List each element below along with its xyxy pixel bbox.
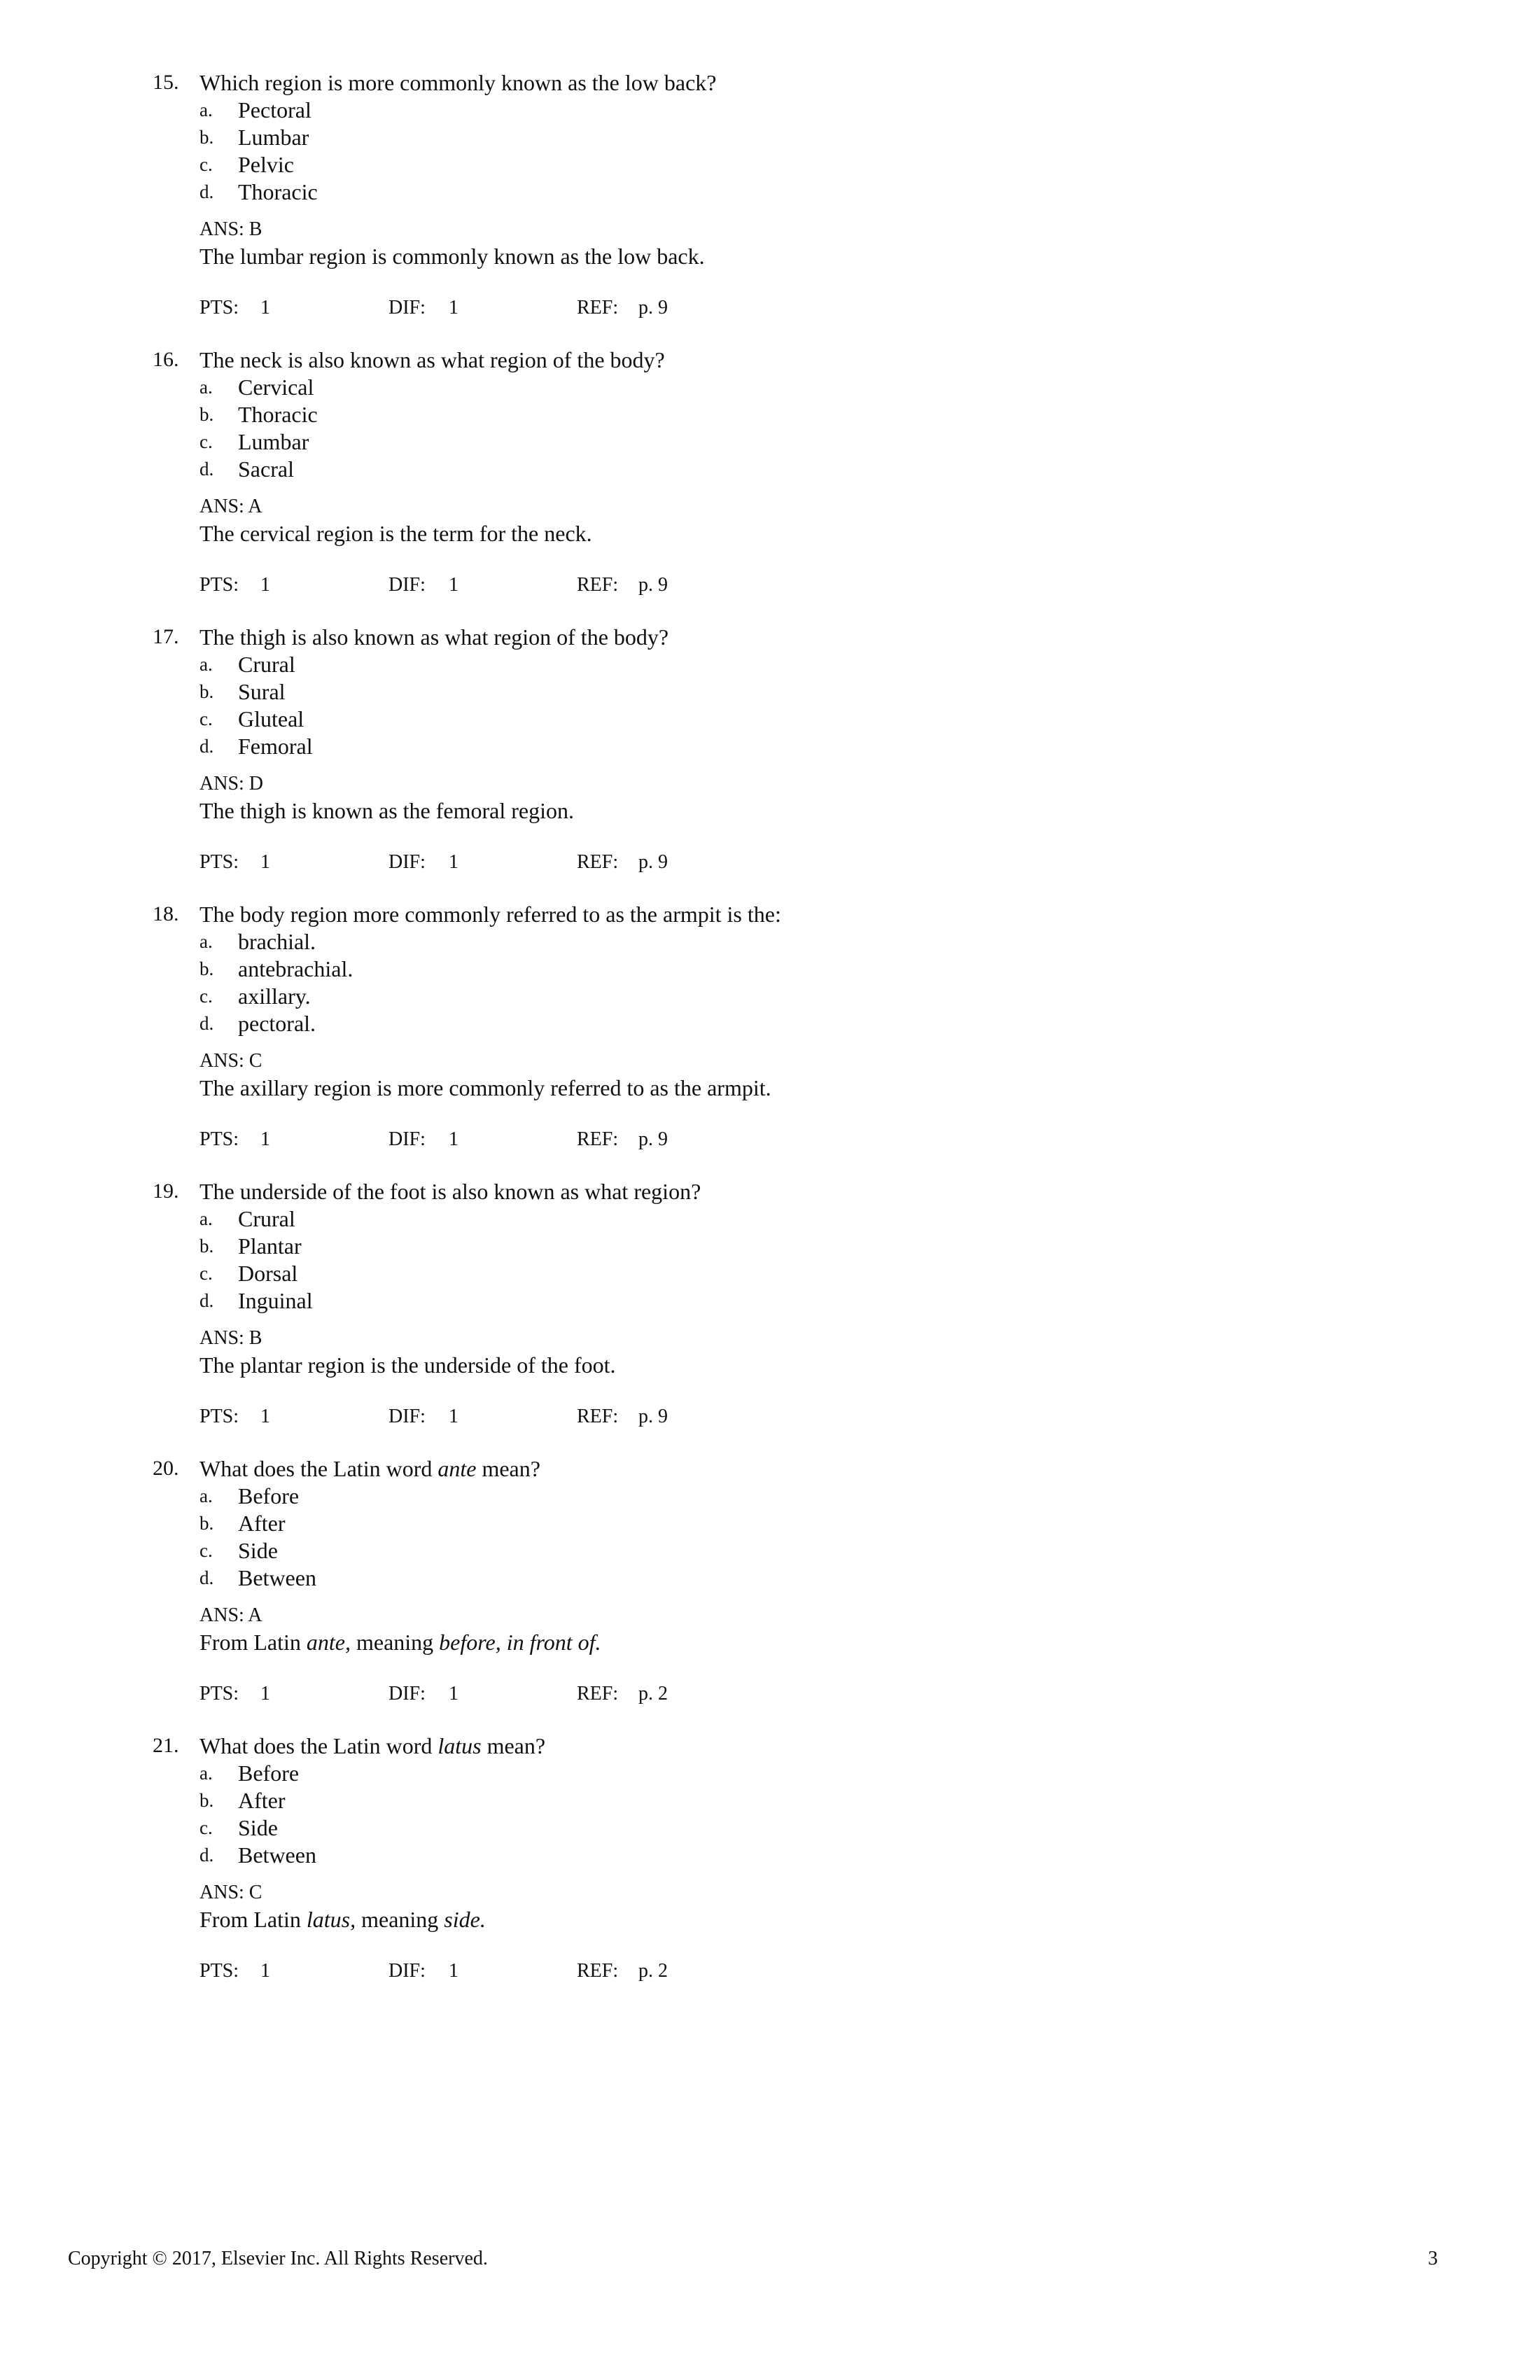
- answer-key: ANS: C: [200, 1050, 262, 1072]
- choice-letter: b.: [200, 1790, 214, 1811]
- choice-text: Crural: [238, 652, 295, 677]
- choice-text: pectoral.: [238, 1011, 316, 1036]
- choice-letter: d.: [200, 1844, 214, 1865]
- choice-text: Side: [238, 1538, 278, 1563]
- dif-label: DIF:: [388, 1960, 426, 1982]
- ref-value: p. 2: [638, 1960, 668, 1982]
- dif-value: 1: [449, 297, 458, 318]
- pts-label: PTS:: [200, 1406, 239, 1427]
- answer-key: ANS: D: [200, 773, 264, 794]
- answer-choice: [200, 678, 1180, 706]
- choice-text: Inguinal: [238, 1288, 313, 1313]
- answer-choice: [200, 1564, 1180, 1592]
- pts-label: PTS:: [200, 851, 239, 873]
- dif-value: 1: [449, 574, 458, 596]
- choice-text: brachial.: [238, 929, 316, 954]
- answer-choice: [200, 651, 1180, 678]
- explanation-italic: ante,: [306, 1630, 351, 1655]
- question-text-part: mean?: [481, 1733, 546, 1758]
- answer-choice: [200, 733, 1180, 760]
- choice-letter: b.: [200, 681, 214, 702]
- choice-letter: d.: [200, 1290, 214, 1311]
- choice-letter: b.: [200, 1236, 214, 1256]
- choice-letter: c.: [200, 154, 213, 175]
- question-text: The underside of the foot is also known as what region?: [200, 1179, 701, 1204]
- question-number: 21.: [153, 1734, 179, 1757]
- choice-text: Dorsal: [238, 1261, 298, 1286]
- choice-letter: d.: [200, 1567, 214, 1588]
- answer-choice: [200, 456, 1180, 483]
- choice-letter: d.: [200, 736, 214, 757]
- dif-value: 1: [449, 851, 458, 873]
- choice-text: axillary.: [238, 983, 311, 1009]
- explanation-part: meaning: [356, 1907, 444, 1932]
- answer-key: ANS: B: [200, 218, 262, 240]
- answer-choice: [200, 1260, 1180, 1287]
- question-block: [0, 623, 1540, 903]
- answer-explanation: The thigh is known as the femoral region.: [200, 798, 574, 823]
- answer-choice: [200, 374, 1180, 401]
- pts-value: 1: [260, 1128, 270, 1150]
- dif-value: 1: [449, 1683, 458, 1704]
- answer-choice: [200, 1842, 1180, 1869]
- choice-text: After: [238, 1511, 286, 1536]
- answer-key: ANS: A: [200, 1604, 262, 1626]
- question-text: The neck is also known as what region of the body?: [200, 347, 665, 372]
- pts-value: 1: [260, 1406, 270, 1427]
- copyright-notice: Copyright © 2017, Elsevier Inc. All Rights Reserved.: [68, 2248, 488, 2269]
- answer-choice: [200, 401, 1180, 428]
- question-block: [0, 346, 1540, 626]
- answer-choice: [200, 983, 1180, 1010]
- question-number: 20.: [153, 1457, 179, 1480]
- answer-key: ANS: A: [200, 496, 262, 517]
- pts-value: 1: [260, 1683, 270, 1704]
- choice-letter: b.: [200, 127, 214, 148]
- question-number: 19.: [153, 1180, 179, 1203]
- explanation-part: From Latin: [200, 1630, 307, 1655]
- question-number: 15.: [153, 71, 179, 94]
- answer-explanation: The plantar region is the underside of the foot.: [200, 1352, 616, 1378]
- answer-choice: [200, 1814, 1180, 1842]
- answer-choice: [200, 124, 1180, 151]
- ref-value: p. 9: [638, 1406, 668, 1427]
- choice-text: Sural: [238, 679, 286, 704]
- pts-label: PTS:: [200, 1683, 239, 1704]
- dif-value: 1: [449, 1960, 458, 1982]
- choice-text: Femoral: [238, 734, 313, 759]
- choice-text: Crural: [238, 1206, 295, 1231]
- question-text: Which region is more commonly known as the low back?: [200, 70, 717, 95]
- choice-text: Before: [238, 1483, 300, 1508]
- choice-letter: b.: [200, 958, 214, 979]
- question-text: [200, 1455, 540, 1483]
- answer-explanation: The cervical region is the term for the neck.: [200, 521, 592, 546]
- choice-text: After: [238, 1788, 286, 1813]
- choice-letter: c.: [200, 431, 213, 452]
- question-text: [200, 1732, 545, 1760]
- explanation-italic: before, in front of.: [439, 1630, 601, 1655]
- ref-value: p. 9: [638, 297, 668, 318]
- choice-text: Cervical: [238, 374, 314, 400]
- choice-text: Thoracic: [238, 402, 318, 427]
- pts-label: PTS:: [200, 1128, 239, 1150]
- question-number: 17.: [153, 625, 179, 648]
- dif-label: DIF:: [388, 574, 426, 596]
- answer-choice: [200, 955, 1180, 983]
- question-block: [0, 1732, 1540, 2012]
- pts-label: PTS:: [200, 574, 239, 596]
- choice-letter: a.: [200, 1208, 213, 1229]
- ref-label: REF:: [577, 1960, 619, 1982]
- question-text: The body region more commonly referred to as the armpit is the:: [200, 902, 781, 927]
- answer-choice: [200, 178, 1180, 206]
- choice-letter: b.: [200, 1513, 214, 1534]
- question-block: [0, 1455, 1540, 1735]
- dif-label: DIF:: [388, 851, 426, 873]
- dif-label: DIF:: [388, 1683, 426, 1704]
- question-text-part: mean?: [476, 1456, 540, 1481]
- ref-label: REF:: [577, 851, 619, 873]
- question-text-part: What does the Latin word: [200, 1456, 438, 1481]
- answer-explanation: [200, 1905, 486, 1933]
- choice-text: Lumbar: [238, 125, 309, 150]
- ref-label: REF:: [577, 1683, 619, 1704]
- choice-text: antebrachial.: [238, 956, 354, 981]
- choice-letter: d.: [200, 181, 214, 202]
- choice-text: Before: [238, 1760, 300, 1786]
- pts-label: PTS:: [200, 1960, 239, 1982]
- pts-value: 1: [260, 1960, 270, 1982]
- choice-letter: a.: [200, 931, 213, 952]
- choice-letter: c.: [200, 1263, 213, 1284]
- choice-text: Gluteal: [238, 706, 304, 732]
- answer-key: ANS: C: [200, 1882, 262, 1903]
- ref-label: REF:: [577, 297, 619, 318]
- answer-choice: [200, 1760, 1180, 1787]
- explanation-part: From Latin: [200, 1907, 307, 1932]
- choice-letter: d.: [200, 1013, 214, 1034]
- choice-text: Plantar: [238, 1233, 302, 1259]
- choice-letter: c.: [200, 708, 213, 729]
- ref-value: p. 9: [638, 574, 668, 596]
- choice-text: Sacral: [238, 456, 294, 482]
- answer-choice: [200, 1787, 1180, 1814]
- ref-value: p. 9: [638, 851, 668, 873]
- answer-choice: [200, 97, 1180, 124]
- choice-letter: a.: [200, 654, 213, 675]
- choice-letter: c.: [200, 1540, 213, 1561]
- question-block: [0, 900, 1540, 1180]
- explanation-italic: latus,: [306, 1907, 356, 1932]
- choice-letter: a.: [200, 99, 213, 120]
- ref-label: REF:: [577, 574, 619, 596]
- choice-letter: a.: [200, 1485, 213, 1506]
- answer-key: ANS: B: [200, 1327, 262, 1349]
- question-text: The thigh is also known as what region of the body?: [200, 624, 669, 650]
- choice-letter: c.: [200, 1817, 213, 1838]
- answer-explanation: The lumbar region is commonly known as the low back.: [200, 244, 705, 269]
- answer-choice: [200, 928, 1180, 955]
- answer-choice: [200, 1537, 1180, 1564]
- answer-explanation: The axillary region is more commonly referred to as the armpit.: [200, 1075, 771, 1100]
- answer-choice: [200, 428, 1180, 456]
- choice-text: Lumbar: [238, 429, 309, 454]
- dif-value: 1: [449, 1128, 458, 1150]
- dif-label: DIF:: [388, 1128, 426, 1150]
- choice-letter: c.: [200, 986, 213, 1007]
- dif-label: DIF:: [388, 297, 426, 318]
- ref-value: p. 9: [638, 1128, 668, 1150]
- answer-choice: [200, 151, 1180, 178]
- dif-label: DIF:: [388, 1406, 426, 1427]
- explanation-italic: side.: [444, 1907, 486, 1932]
- pts-value: 1: [260, 851, 270, 873]
- question-text-italic: ante: [438, 1456, 477, 1481]
- choice-text: Pectoral: [238, 97, 312, 122]
- ref-label: REF:: [577, 1406, 619, 1427]
- explanation-part: meaning: [350, 1630, 440, 1655]
- answer-choice: [200, 1483, 1180, 1510]
- question-block: [0, 1177, 1540, 1457]
- answer-choice: [200, 1287, 1180, 1315]
- choice-text: Pelvic: [238, 152, 294, 177]
- choice-letter: d.: [200, 458, 214, 479]
- dif-value: 1: [449, 1406, 458, 1427]
- choice-text: Thoracic: [238, 179, 318, 204]
- answer-choice: [200, 1205, 1180, 1233]
- question-number: 18.: [153, 902, 179, 925]
- page-number: 3: [1428, 2248, 1438, 2269]
- answer-choice: [200, 1010, 1180, 1037]
- pts-value: 1: [260, 574, 270, 596]
- question-text-part: What does the Latin word: [200, 1733, 438, 1758]
- choice-letter: a.: [200, 377, 213, 398]
- answer-choice: [200, 706, 1180, 733]
- question-number: 16.: [153, 348, 179, 371]
- question-text-italic: latus: [438, 1733, 482, 1758]
- ref-label: REF:: [577, 1128, 619, 1150]
- pts-value: 1: [260, 297, 270, 318]
- ref-value: p. 2: [638, 1683, 668, 1704]
- choice-text: Between: [238, 1842, 316, 1868]
- choice-letter: b.: [200, 404, 214, 425]
- question-block: [0, 69, 1540, 349]
- answer-explanation: [200, 1628, 601, 1656]
- answer-choice: [200, 1233, 1180, 1260]
- choice-text: Side: [238, 1815, 278, 1840]
- choice-letter: a.: [200, 1763, 213, 1784]
- answer-choice: [200, 1510, 1180, 1537]
- choice-text: Between: [238, 1565, 316, 1590]
- pts-label: PTS:: [200, 297, 239, 318]
